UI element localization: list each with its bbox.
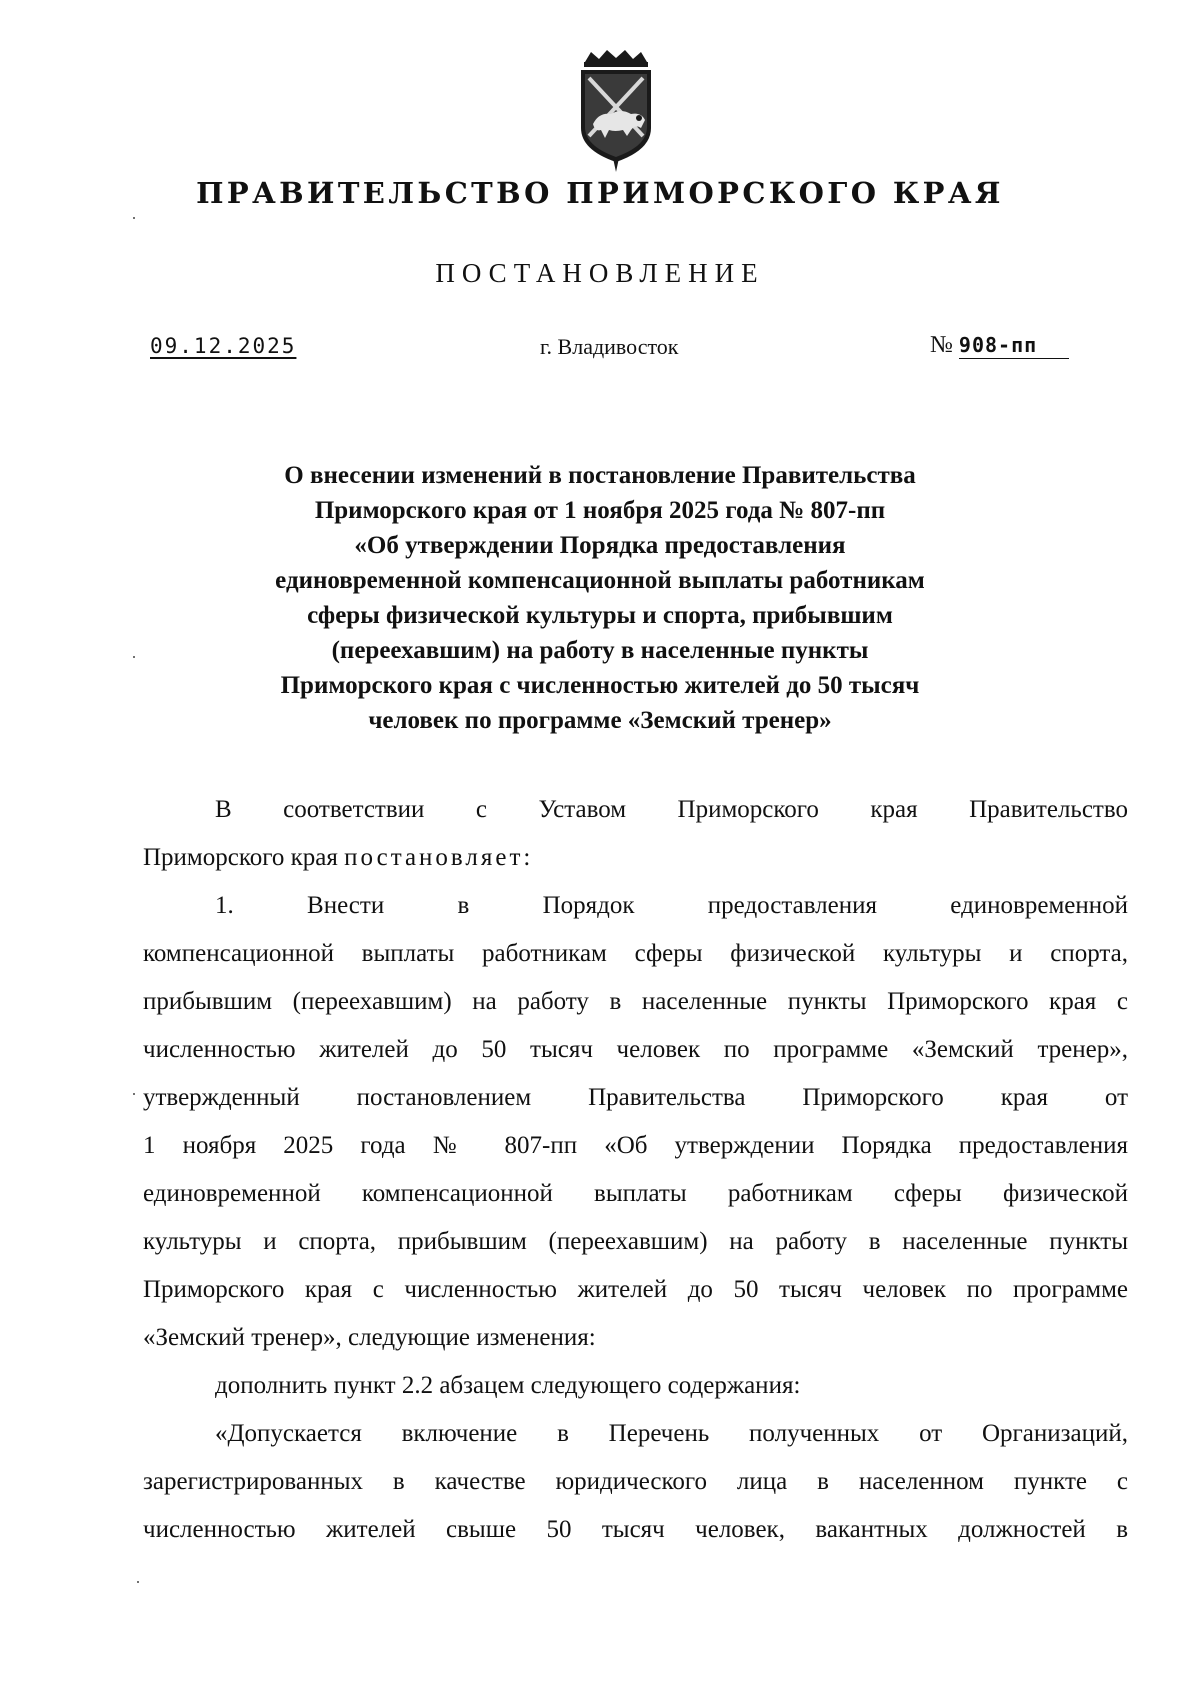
document-city: г. Владивосток bbox=[540, 334, 679, 359]
coat-of-arms-icon bbox=[575, 50, 657, 172]
body-line: дополнить пункт 2.2 абзацем следующего содержания: bbox=[215, 1372, 801, 1399]
government-title: ПРАВИТЕЛЬСТВО ПРИМОРСКОГО КРАЯ bbox=[196, 176, 1004, 210]
body-line: В соответствии с Уставом Приморского края Правительство bbox=[215, 796, 1128, 823]
document-date: 09.12.2025 bbox=[150, 334, 297, 358]
body-line: «Допускается включение в Перечень полученных от Организаций, bbox=[215, 1420, 1128, 1447]
body-line: единовременной компенсационной выплаты работникам сферы физической bbox=[143, 1180, 1128, 1207]
document-subject bbox=[180, 458, 1020, 738]
subject-line: сферы физической культуры и спорта, прибывшим bbox=[307, 602, 893, 629]
body-line: культуры и спорта, прибывшим (переехавшим) на работу в населенные пункты bbox=[143, 1228, 1128, 1255]
body-line: численностью жителей свыше 50 тысяч человек, вакантных должностей в bbox=[143, 1516, 1128, 1543]
subject-line: (переехавшим) на работу в населенные пункты bbox=[331, 637, 869, 664]
subject-line: «Об утверждении Порядка предоставления bbox=[354, 532, 846, 559]
subject-line: Приморского края с численностью жителей до 50 тысяч bbox=[280, 672, 920, 699]
number-sign: № bbox=[930, 332, 953, 358]
document-body bbox=[143, 786, 1128, 1554]
document-type: ПОСТАНОВЛЕНИЕ bbox=[435, 258, 765, 288]
scan-speck bbox=[137, 1581, 139, 1583]
scan-speck bbox=[133, 217, 135, 219]
document-number bbox=[930, 332, 1069, 359]
subject-line: единовременной компенсационной выплаты работникам bbox=[275, 567, 925, 594]
number-value: 908-пп bbox=[959, 333, 1069, 359]
body-text-fragment: Приморского края bbox=[143, 844, 338, 871]
body-line: прибывшим (переехавшим) на работу в населенные пункты Приморского края с bbox=[143, 988, 1128, 1015]
body-line: 1 ноября 2025 года № 807-пп «Об утверждении Порядка предоставления bbox=[143, 1132, 1128, 1159]
body-line: утвержденный постановлением Правительства Приморского края от bbox=[143, 1084, 1128, 1111]
body-line: «Земский тренер», следующие изменения: bbox=[143, 1324, 596, 1351]
resolves-word: постановляет: bbox=[344, 844, 534, 871]
subject-line: Приморского края от 1 ноября 2025 года № 807-пп bbox=[314, 497, 886, 524]
body-line: численностью жителей до 50 тысяч человек по программе «Земский тренер», bbox=[143, 1036, 1128, 1063]
body-line bbox=[143, 834, 1128, 882]
scan-speck bbox=[133, 1093, 135, 1095]
body-line: зарегистрированных в качестве юридического лица в населенном пункте с bbox=[143, 1468, 1128, 1495]
body-line: Приморского края с численностью жителей до 50 тысяч человек по программе bbox=[143, 1276, 1128, 1303]
subject-line: О внесении изменений в постановление Правительства bbox=[284, 462, 916, 489]
body-line: компенсационной выплаты работникам сферы физической культуры и спорта, bbox=[143, 940, 1128, 967]
body-line: 1. Внести в Порядок предоставления единовременной bbox=[215, 892, 1128, 919]
subject-line: человек по программе «Земский тренер» bbox=[368, 707, 832, 734]
scan-speck bbox=[133, 656, 135, 658]
